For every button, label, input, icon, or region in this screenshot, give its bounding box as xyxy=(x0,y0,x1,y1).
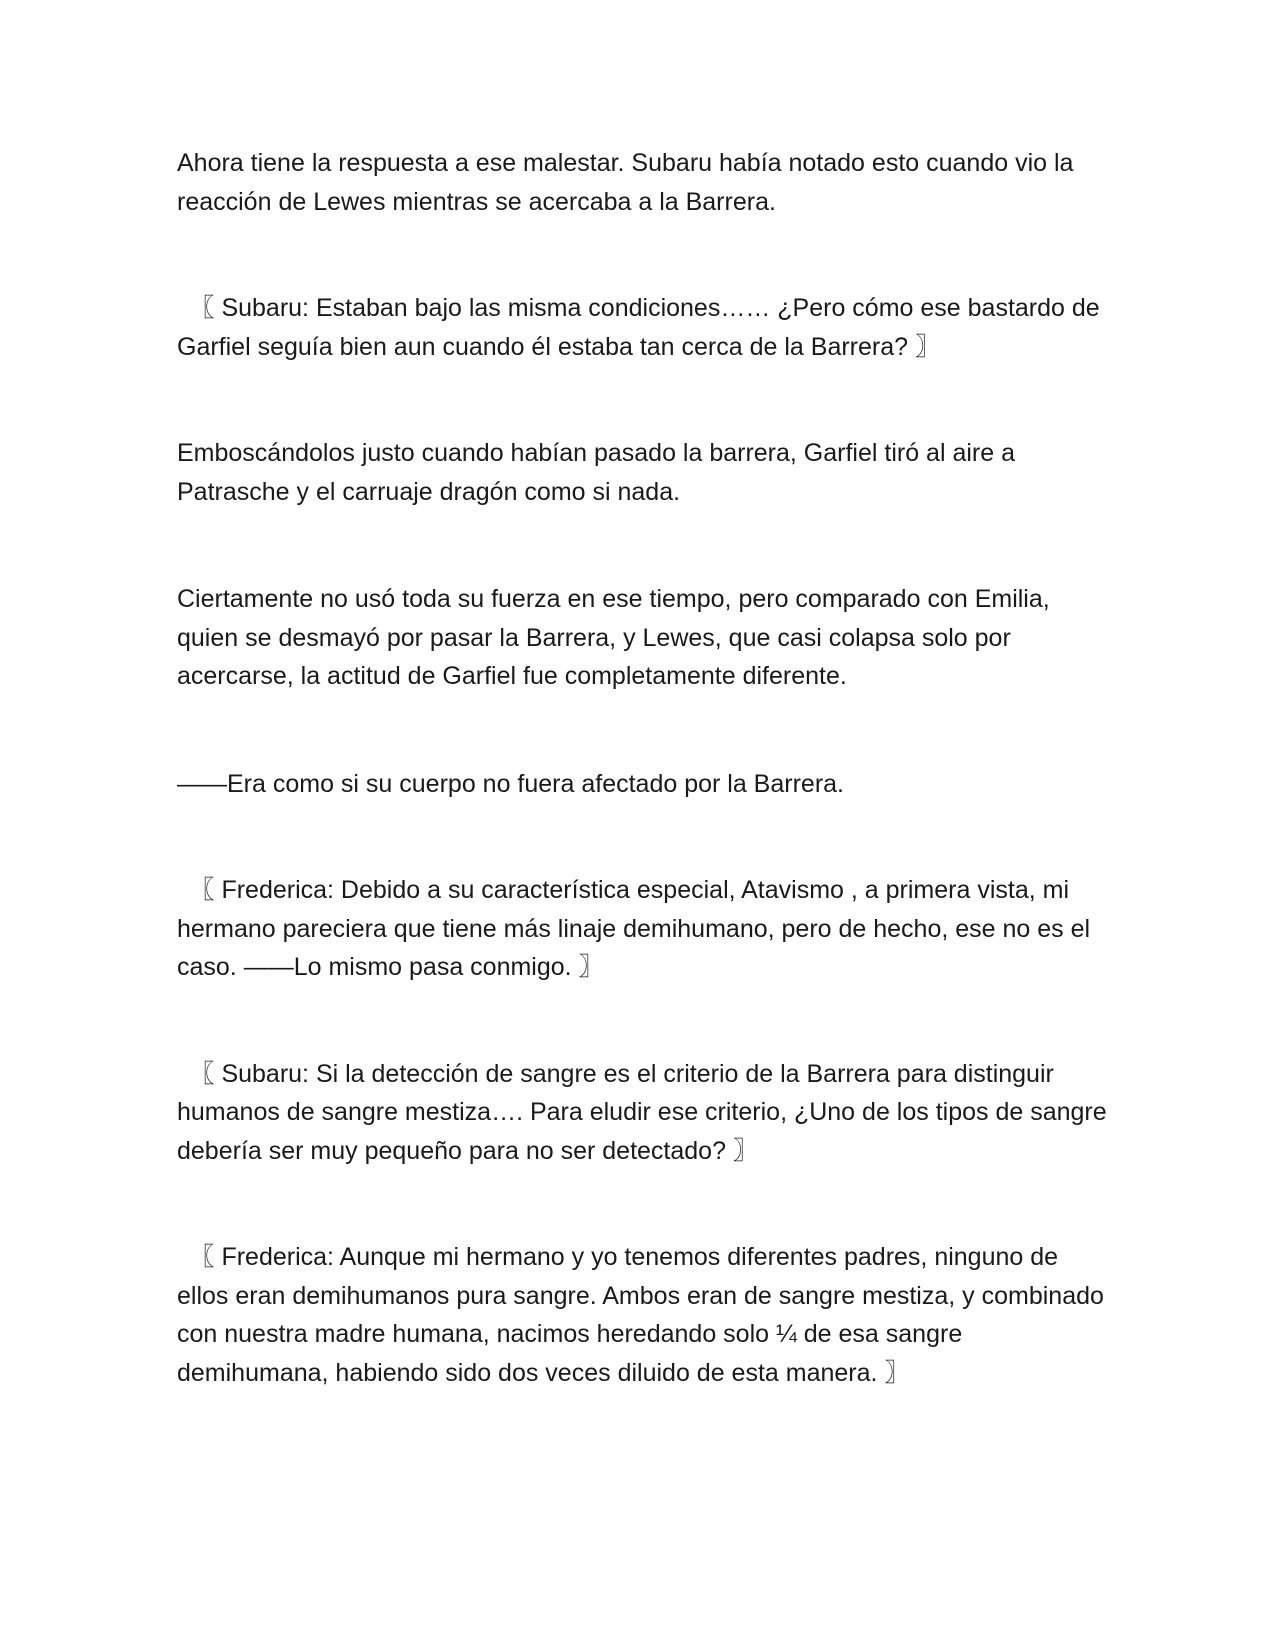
paragraph-dialogue-subaru-2: 〖 Subaru: Si la detección de sangre es el criterio de la Barrera para distinguir humanos de sangre mestiza…. Para eludir ese criterio, ¿Uno de los tipos de sangre debería ser muy pequeño para no ser detectado? 〗 xyxy=(177,1059,1107,1165)
paragraph-dialogue-frederica-2: 〖 Frederica: Aunque mi hermano y yo tenemos diferentes padres, ninguno de ellos eran demihumanos pura sangre. Ambos eran de sangre mestiza, y combinado con nuestra madre humana, nacimos heredando solo ¼ de esa sangre demihumana, habiendo sido dos veces diluido de esta manera. 〗 xyxy=(177,1243,1104,1387)
paragraph-narration-1: Ahora tiene la respuesta a ese malestar. Subaru había notado esto cuando vio la reacción de Lewes mientras se acercaba a la Barrera. xyxy=(177,149,1074,216)
paragraph-dialogue-subaru-1: 〖 Subaru: Estaban bajo las misma condiciones…… ¿Pero cómo ese bastardo de Garfiel seguía bien aun cuando él estaba tan cerca de la Barrera? 〗 xyxy=(177,294,1100,361)
paragraph-dialogue-frederica-1: 〖 Frederica: Debido a su característica especial, Atavismo , a primera vista, mi hermano pareciera que tiene más linaje demihumano, pero de hecho, ese no es el caso. ——Lo mismo pasa conmigo. 〗 xyxy=(177,876,1091,981)
paragraph-narration-3: Ciertamente no usó toda su fuerza en ese tiempo, pero comparado con Emilia, quien se desmayó por pasar la Barrera, y Lewes, que casi colapsa solo por acercarse, la actitud de Garfiel fue completamente diferente. xyxy=(177,585,1050,690)
paragraph-narration-2: Emboscándolos justo cuando habían pasado la barrera, Garfiel tiró al aire a Patrasche y el carruaje dragón como si nada. xyxy=(177,439,1016,506)
text-column xyxy=(177,144,1107,1392)
paragraph-narration-4: ——Era como si su cuerpo no fuera afectado por la Barrera. xyxy=(177,769,844,798)
